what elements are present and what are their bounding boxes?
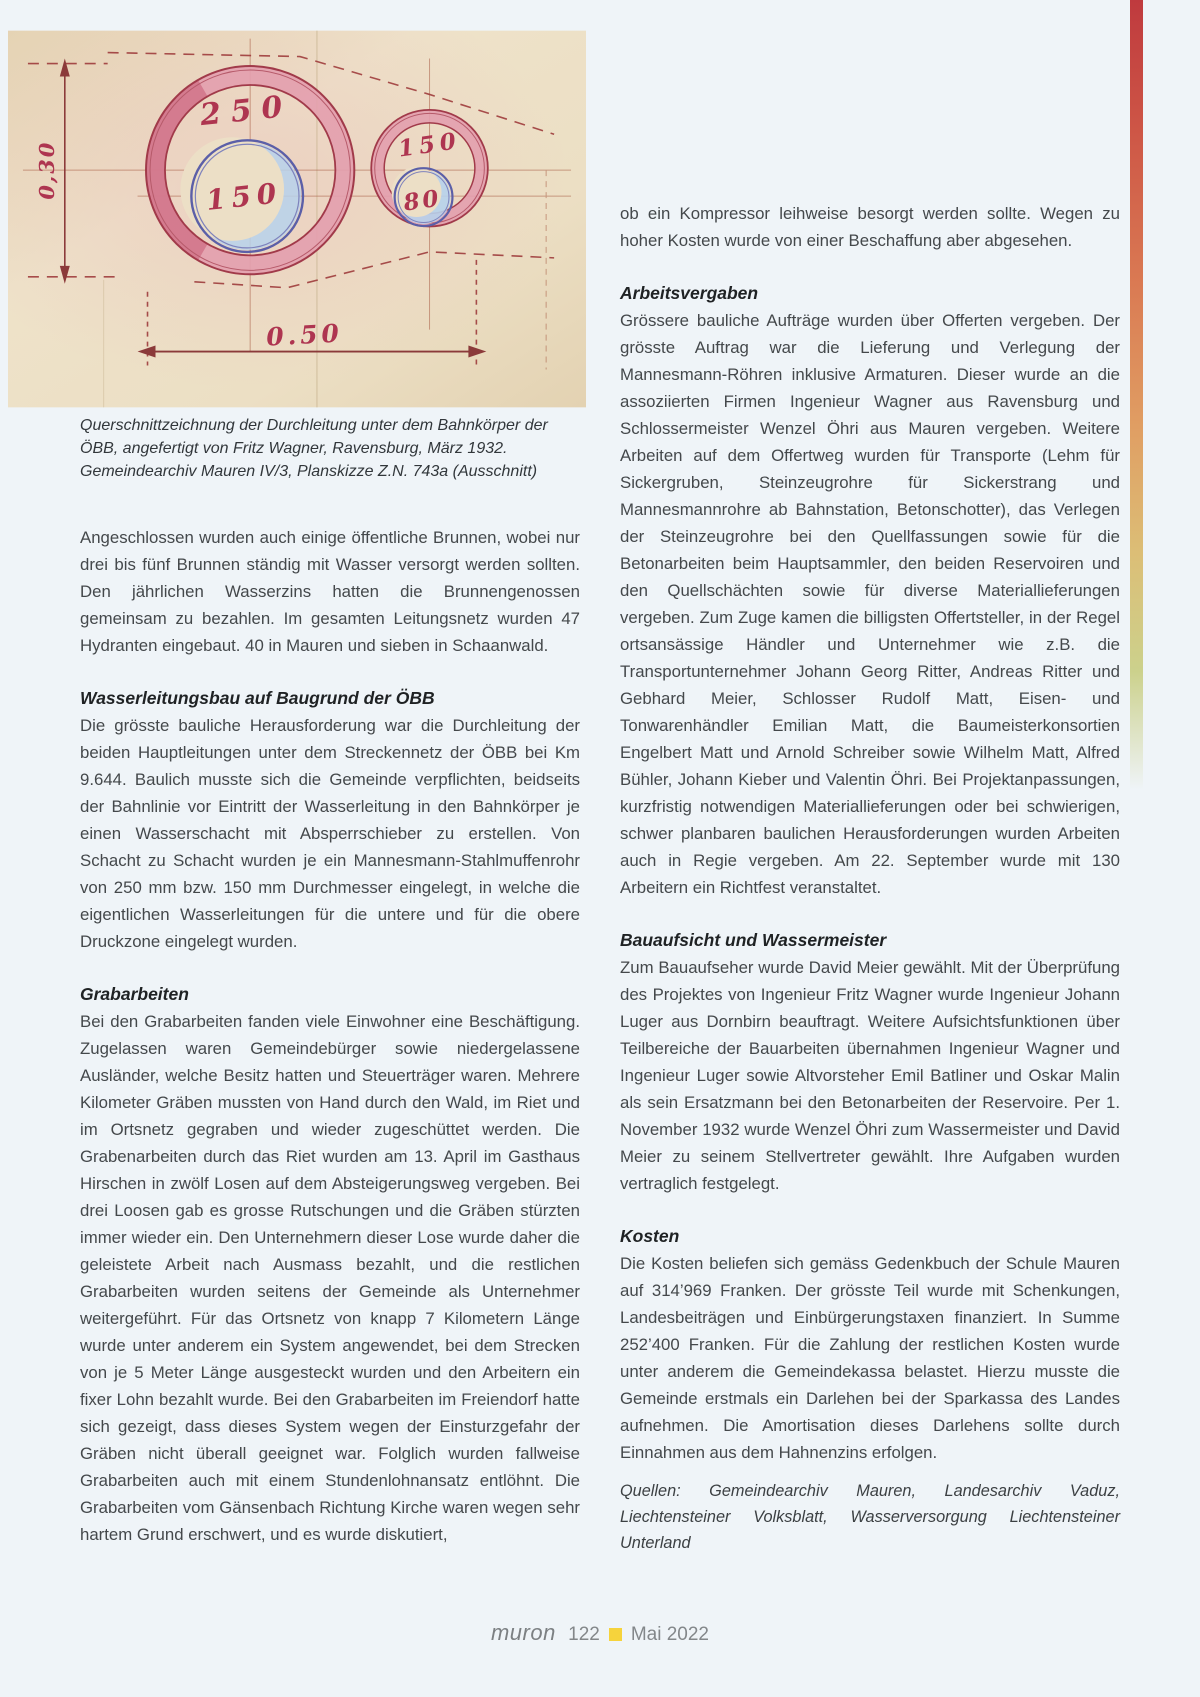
label-large-inner-diameter: 150 — [204, 176, 284, 217]
paragraph: Angeschlossen wurden auch einige öffentliche Brunnen, wobei nur drei bis fünf Brunnen ständig mit Wasser versorgt werden sollten. Den jährlichen Wasserzins hatten die Brunnengenossen gemeinsam zu bezahlen. Im gesamten Leitungsnetz wurden 47 Hydranten eingebaut. 40 in Mauren und sieben in Schaanwald. — [80, 528, 580, 655]
label-width-dimension: 0.50 — [265, 318, 344, 352]
section-heading: Kosten — [620, 1226, 680, 1246]
paragraph: Die Kosten beliefen sich gemäss Gedenkbuch der Schule Mauren auf 314’969 Franken. Der grösste Teil wurde mit Schenkungen, Landesbeiträgen und Einbürgerungstaxen finanziert. In Summe 252’400 Franken. Für die Zahlung der restlichen Kosten wurde unter anderem die Gemeindekassa belastet. Hierzu musste die Gemeinde erstmals ein Darlehen bei der Sparkassa des Landes aufnehmen. Die Amortisation dieses Darlehens sollte durch Einnahmen aus dem Hahnenzins erfolgen. — [620, 1254, 1120, 1462]
label-height-dimension: 0,30 — [33, 140, 59, 200]
footer-date: Mai 2022 — [630, 1624, 709, 1645]
section-heading: Wasserleitungsbau auf Baugrund der ÖBB — [80, 688, 435, 708]
paragraph: Die grösste bauliche Herausforderung war die Durchleitung der beiden Hauptleitungen unter dem Streckennetz der ÖBB bei Km 9.644. Baulich musste sich die Gemeinde verpflichten, beidseits der Bahnlinie vor Eintritt der Wasserleitung in den Bahnkörper je einen Wasserschacht mit Absperrschieber zu erstellen. Von Schacht zu Schacht wurden je ein Mannesmann-Stahlmuffenrohr von 250 mm bzw. 150 mm Durchmesser eingelegt, in welche die eigentlichen Wasserleitungen für die untere und für die obere Druckzone eingelegt wurden. — [80, 716, 580, 951]
paragraph: Grössere bauliche Aufträge wurden über Offerten vergeben. Der grösste Auftrag war die Lieferung und Verlegung der Mannesmann-Röhren inklusive Armaturen. Dieser wurde an die assoziierten Firmen Ingenieur Wagner aus Ravensburg und Schlossermeister Wenzel Öhri aus Mauren vergeben. Weitere Arbeiten auf dem Offertweg wurden für Transporte (Lehm für Sickergruben, Steinzeugrohre für Sickerstrang und Mannesmannrohre ab Bahnstation, Betonschotter), das Verlegen der Steinzeugrohre bei den Quellfassungen sowie für die Betonarbeiten beim Hauptsammler, den beiden Reservoiren und den Quellschächten sowie für diverse Materiallieferungen vergeben. Zum Zuge kamen die billigsten Offertsteller, in der Regel ortsansässige Händler und Unternehmer wie z.B. die Transportunternehmer Johann Georg Ritter, Andreas Ritter und Gebhard Meier, Schlosser Rudolf Matt, Eisen- und Tonwarenhändler Emilian Matt, die Baumeisterkonsortien Engelbert Matt und Arnold Schreiber sowie Wilhelm Matt, Alfred Bühler, Johann Kieber und Valentin Öhri. Bei Projektanpassungen, kurzfristig notwendigen Materiallieferungen oder bei schwierigen, schwer planbaren baulichen Herausforderungen wurden Arbeiten auch in Regie vergeben. Am 22. September wurde mit 130 Arbeitern ein Richtfest veranstaltet. — [620, 311, 1120, 897]
paragraph: ob ein Kompressor leihweise besorgt werden sollte. Wegen zu hoher Kosten wurde von einer Beschaffung aber abgesehen. — [620, 204, 1120, 250]
label-large-outer-diameter: 250 — [198, 88, 294, 134]
issue-number: 122 — [568, 1624, 600, 1645]
left-column — [80, 524, 580, 1548]
accent-bar — [1130, 0, 1143, 790]
right-column — [620, 200, 1120, 1556]
drawing-canvas — [8, 30, 586, 408]
cross-section-drawing — [8, 30, 586, 408]
section-heading: Arbeitsvergaben — [620, 283, 759, 303]
label-small-inner-diameter: 80 — [401, 184, 444, 217]
page-footer — [0, 1620, 1200, 1646]
label-small-outer-diameter: 150 — [396, 127, 463, 163]
sources-note: Quellen: Gemeindearchiv Mauren, Landesarchiv Vaduz, Liechtensteiner Volksblatt, Wasserversorgung Liechtensteiner Unterland — [620, 1482, 1120, 1552]
magazine-name: muron — [490, 1620, 556, 1645]
paragraph: Zum Bauaufseher wurde David Meier gewählt. Mit der Überprüfung des Projektes von Ingenieur Fritz Wagner wurde Ingenieur Johann Luger aus Dornbirn beauftragt. Weitere Aufsichtsfunktionen über Teilbereiche der Bauarbeiten übernahmen Ingenieur Wagner und Ingenieur Luger sowie Altvorsteher Emil Batliner und Oskar Malin als sein Ersatzmann bei den Betonarbeiten der Reservoire. Per 1. November 1932 wurde Wenzel Öhri zum Wassermeister und David Meier zu seinem Stellvertreter gewählt. Ihre Aufgaben wurden vertraglich festgelegt. — [620, 958, 1120, 1193]
figure-caption: Querschnittzeichnung der Durchleitung unter dem Bahnkörper der ÖBB, angefertigt von Fritz Wagner, Ravensburg, März 1932. Gemeindearchiv Mauren IV/3, Planskizze Z.N. 743a (Ausschnitt) — [80, 417, 548, 480]
section-heading: Grabarbeiten — [80, 984, 189, 1004]
footer-separator-square — [609, 1628, 622, 1641]
paragraph: Bei den Grabarbeiten fanden viele Einwohner eine Beschäftigung. Zugelassen waren Gemeindebürger sowie niedergelassene Ausländer, welche Besitz hatten und Steuerträger waren. Mehrere Kilometer Gräben mussten von Hand durch den Wald, im Riet und im Ortsnetz gegraben und wieder zugeschüttet werden. Die Grabenarbeiten durch das Riet wurden am 13. April im Gasthaus Hirschen in zwölf Losen auf dem Absteigerungsweg vergeben. Bei drei Loosen gab es grosse Rutschungen und die Gräben stürzten immer wieder ein. Den Unternehmern dieser Lose wurde daher die geleistete Arbeit nach Ausmass bezahlt, und die restlichen Grabarbeiten wurden seitens der Gemeinde als Unternehmer weitergeführt. Für das Ortsnetz von knapp 7 Kilometern Länge wurde unter anderem ein System angewendet, bei dem Strecken von je 5 Meter Länge ausgesteckt wurden und den Arbeitern ein fixer Lohn bezahlt wurde. Bei den Grabarbeiten im Freiendorf hatte sich gezeigt, dass dieses System wegen der Einsturzgefahr der Gräben nicht überall geeignet war. Folglich wurden fallweise Grabarbeiten auch mit einem Stundenlohnansatz entlöhnt. Die Grabarbeiten vom Gänsenbach Richtung Kirche waren wegen sehr hartem Grund erschwert, und es wurde diskutiert, — [80, 1012, 580, 1544]
section-heading: Bauaufsicht und Wassermeister — [620, 930, 887, 950]
